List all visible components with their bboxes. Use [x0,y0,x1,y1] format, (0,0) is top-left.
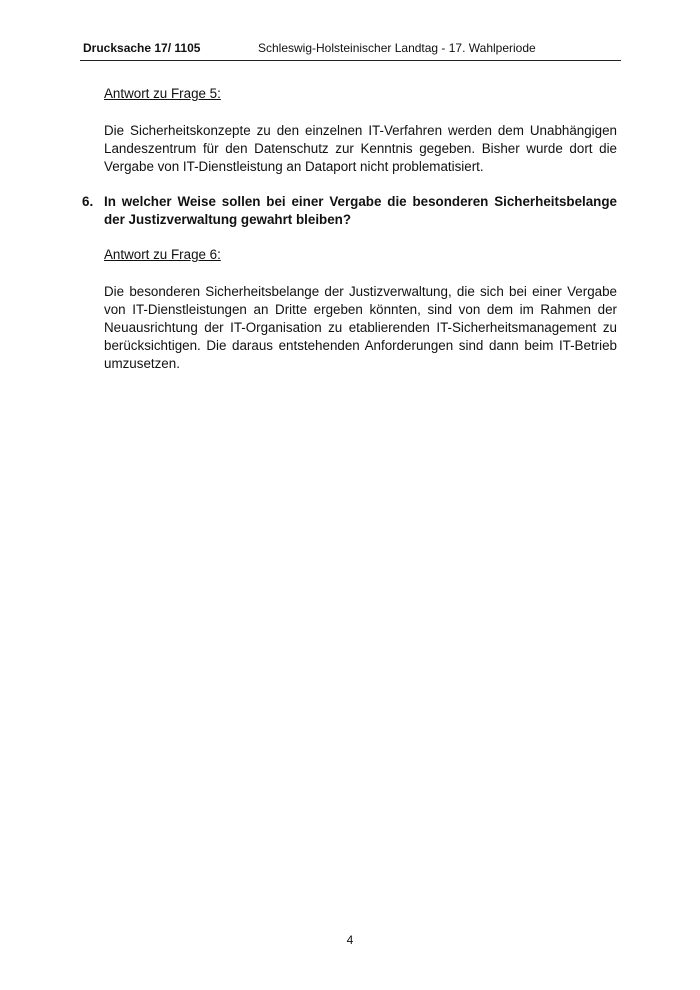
answer-5-title: Antwort zu Frage 5: [104,86,221,101]
question-6-number: 6. [82,194,94,209]
question-6 [82,193,617,229]
answer-6-title: Antwort zu Frage 6: [104,247,221,262]
parliament-title: Schleswig-Holsteinischer Landtag - 17. Wahlperiode [258,41,536,55]
answer-6-text: Die besonderen Sicherheitsbelange der Justizverwaltung, die sich bei einer Vergabe von IT-Dienstleistungen an Dritte ergeben könnten, sind von dem im Rahmen der Neuausrichtung der IT-Organisation zu etablierenden IT-Sicherheitsmanagement zu berücksichtigen. Die daraus entstehenden Anforderungen sind dann beim IT-Betrieb umzusetzen. [104,284,617,371]
document-number: Drucksache 17/ 1105 [83,41,201,55]
answer-5-text: Die Sicherheitskonzepte zu den einzelnen IT-Verfahren werden dem Unabhängigen Landeszentrum für den Datenschutz zur Kenntnis gegeben. Bisher wurde dort die Vergabe von IT-Dienstleistung an Dataport nicht problematisiert. [104,123,617,174]
document-body [82,85,617,390]
page-header [80,40,621,61]
question-6-text: In welcher Weise sollen bei einer Vergabe die besonderen Sicherheitsbelange der Justizverwaltung gewahrt bleiben? [104,194,617,227]
page-number: 4 [346,933,354,947]
